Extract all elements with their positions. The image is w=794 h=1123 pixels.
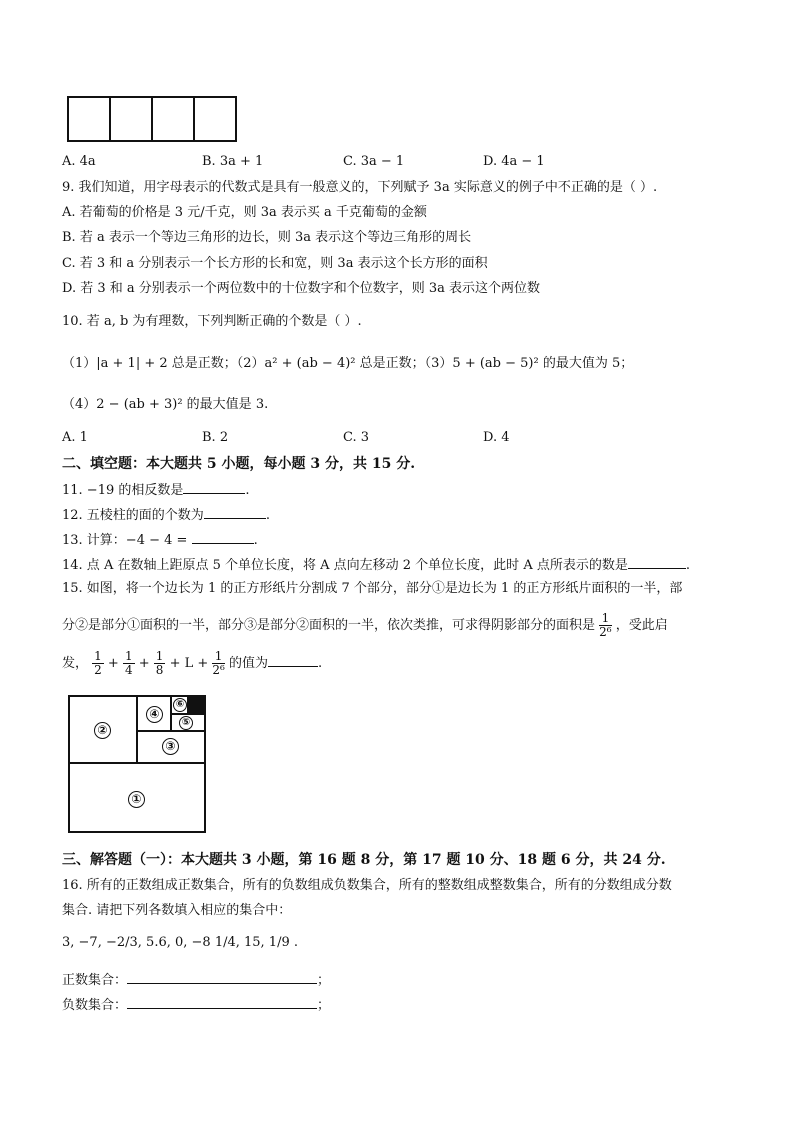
negative-set: 负数集合： ； (62, 998, 331, 1013)
q10-option-d: D. 4 (483, 430, 510, 445)
q16-line2: 集合. 请把下列各数填入相应的集合中： (62, 903, 292, 918)
q9-stem: 9. 我们知道，用字母表示的代数式是具有一般意义的，下列赋予 3a 实际意义的例子中不正确的是（ ）. (62, 180, 658, 195)
label-part-5: ⑤ (179, 716, 193, 730)
shaded-region (188, 697, 204, 714)
section2-title: 二、填空题：本大题共 5 小题，每小题 3 分，共 15 分. (62, 456, 416, 472)
q10-line2: （4）2 − (ab + 3)² 的最大值是 3. (62, 397, 269, 412)
label-part-6: ⑥ (173, 698, 187, 712)
q10-option-c: C. 3 (343, 430, 370, 445)
q10-option-a: A. 1 (62, 430, 88, 445)
section3-title: 三、解答题（一）：本大题共 3 小题，第 16 题 8 分，第 17 题 10 分、18 题 6 分，共 24 分. (62, 852, 666, 868)
q15-line1: 15. 如图，将一个边长为 1 的正方形纸片分割成 7 个部分，部分①是边长为 1 的正方形纸片面积的一半，部 (62, 581, 683, 596)
q9-option-a: A. 若葡萄的价格是 3 元/千克，则 3a 表示买 a 千克葡萄的金额 (62, 205, 427, 220)
q16-numbers: 3, −7, −2/3, 5.6, 0, −8 1/4, 15, 1/9 . (62, 935, 298, 950)
q9-option-b: B. 若 a 表示一个等边三角形的边长，则 3a 表示这个等边三角形的周长 (62, 230, 472, 245)
positive-set: 正数集合： ； (62, 973, 331, 988)
q8-option-c: C. 3a − 1 (343, 154, 405, 169)
q15-line3: 发， $\frac{1}{2}$ + $\frac{1}{4}$ + $\frac{1}{8}$ + L + $\frac{1}{\text{2⁶}}$ 的值为 . (62, 649, 323, 678)
q10-option-b: B. 2 (202, 430, 229, 445)
q16-line1: 16. 所有的正数组成正数集合，所有的负数组成负数集合，所有的整数组成整数集合，所有的分数组成分数 (62, 878, 672, 893)
q8-option-b: B. 3a + 1 (202, 154, 264, 169)
q12: 12. 五棱柱的面的个数为 . (62, 508, 270, 523)
q9-option-c: C. 若 3 和 a 分别表示一个长方形的长和宽，则 3a 表示这个长方形的面积 (62, 256, 488, 271)
label-part-4: ④ (146, 706, 163, 723)
answer-boxes (67, 96, 237, 142)
q9-option-d: D. 若 3 和 a 分别表示一个两位数中的十位数字和个位数字，则 3a 表示这个两位数 (62, 281, 541, 296)
q13: 13. 计算：−4 − 4 = . (62, 533, 258, 548)
q11: 11. −19 的相反数是 . (62, 483, 250, 498)
q14: 14. 点 A 在数轴上距原点 5 个单位长度，将 A 点向左移动 2 个单位长度，此时 A 点所表示的数是 . (62, 558, 690, 573)
label-part-3: ③ (162, 738, 179, 755)
q10-stem: 10. 若 a, b 为有理数，下列判断正确的个数是（ ）. (62, 314, 362, 329)
square-division-figure (68, 695, 206, 833)
q15-line2: 分②是部分①面积的一半，部分③是部分②面积的一半，依次类推，可求得阴影部分的面积是 $\frac{1}{\text{2⁶}}$ ，受此启 (62, 611, 668, 640)
q8-option-a: A. 4a (62, 154, 96, 169)
label-part-2: ② (94, 722, 111, 739)
q8-option-d: D. 4a − 1 (483, 154, 545, 169)
q10-line1: （1）|a + 1| + 2 总是正数；（2）a² + (ab − 4)² 总是正数；（3）5 + (ab − 5)² 的最大值为 5； (62, 356, 634, 371)
label-part-1: ① (128, 791, 145, 808)
